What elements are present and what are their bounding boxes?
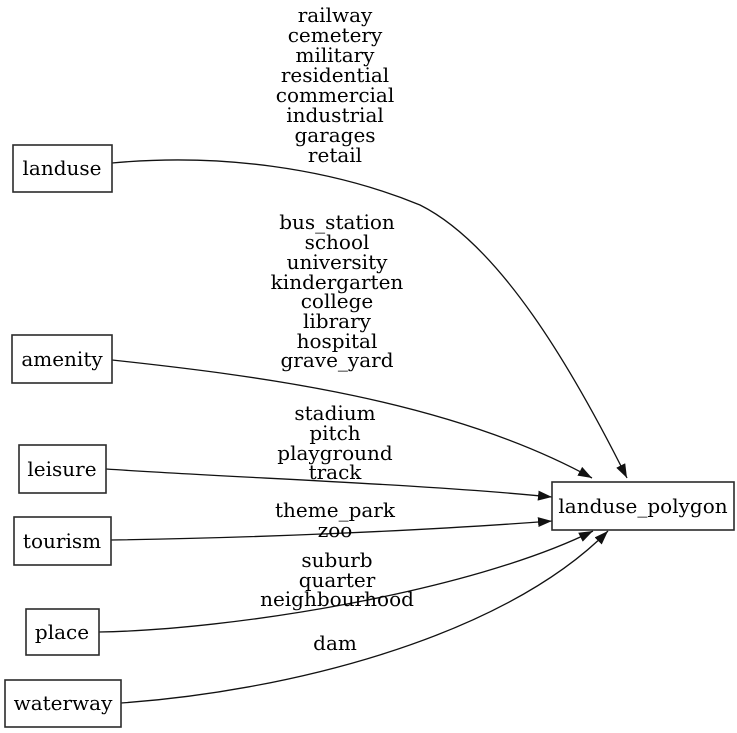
node-landuse-label: landuse	[22, 156, 102, 180]
node-place-label: place	[34, 620, 90, 644]
edge-label: railway	[297, 3, 373, 27]
edge-labels-leisure	[277, 401, 393, 484]
edge-labels-place	[260, 548, 414, 611]
edge-label: college	[300, 289, 374, 313]
edge-label: stadium	[294, 401, 376, 425]
edge-label: university	[286, 250, 388, 274]
edge-label: neighbourhood	[260, 587, 414, 611]
node-waterway	[5, 680, 121, 727]
edge-label: zoo	[317, 518, 353, 542]
edge-label: retail	[307, 143, 363, 167]
node-landuse	[13, 145, 112, 192]
edge-label: library	[303, 309, 371, 333]
edge-label: bus_station	[279, 210, 395, 234]
node-tourism-label: tourism	[22, 529, 102, 553]
edge-label: school	[304, 230, 370, 254]
edge-label: playground	[277, 441, 393, 465]
node-waterway-label: waterway	[13, 691, 113, 715]
node-amenity	[12, 335, 112, 383]
node-tourism	[14, 517, 111, 565]
edge-labels-amenity	[271, 210, 404, 372]
node-amenity-label: amenity	[21, 347, 103, 371]
node-landuse-polygon-label: landuse_polygon	[558, 494, 728, 518]
edge-label: track	[308, 460, 362, 484]
edge-label: cemetery	[287, 23, 383, 47]
edge-label: military	[295, 43, 375, 67]
edge-labels-waterway	[313, 631, 357, 655]
node-leisure-label: leisure	[27, 457, 97, 481]
edge-label: garages	[294, 123, 376, 147]
node-leisure	[19, 445, 106, 493]
edge-label: quarter	[298, 568, 376, 592]
edge-label: suburb	[301, 548, 373, 572]
edge-label: residential	[280, 63, 390, 87]
edge-label: industrial	[286, 103, 384, 127]
edge-label: dam	[313, 631, 357, 655]
edge-label: theme_park	[275, 498, 395, 522]
edge-label: grave_yard	[280, 348, 394, 372]
edge-label: hospital	[296, 329, 378, 353]
node-place	[26, 609, 99, 655]
edge-label: commercial	[275, 83, 395, 107]
edge-label: pitch	[309, 421, 361, 445]
edge-labels-landuse	[276, 3, 395, 167]
edge-label: kindergarten	[270, 270, 404, 294]
node-landuse-polygon	[552, 482, 734, 530]
